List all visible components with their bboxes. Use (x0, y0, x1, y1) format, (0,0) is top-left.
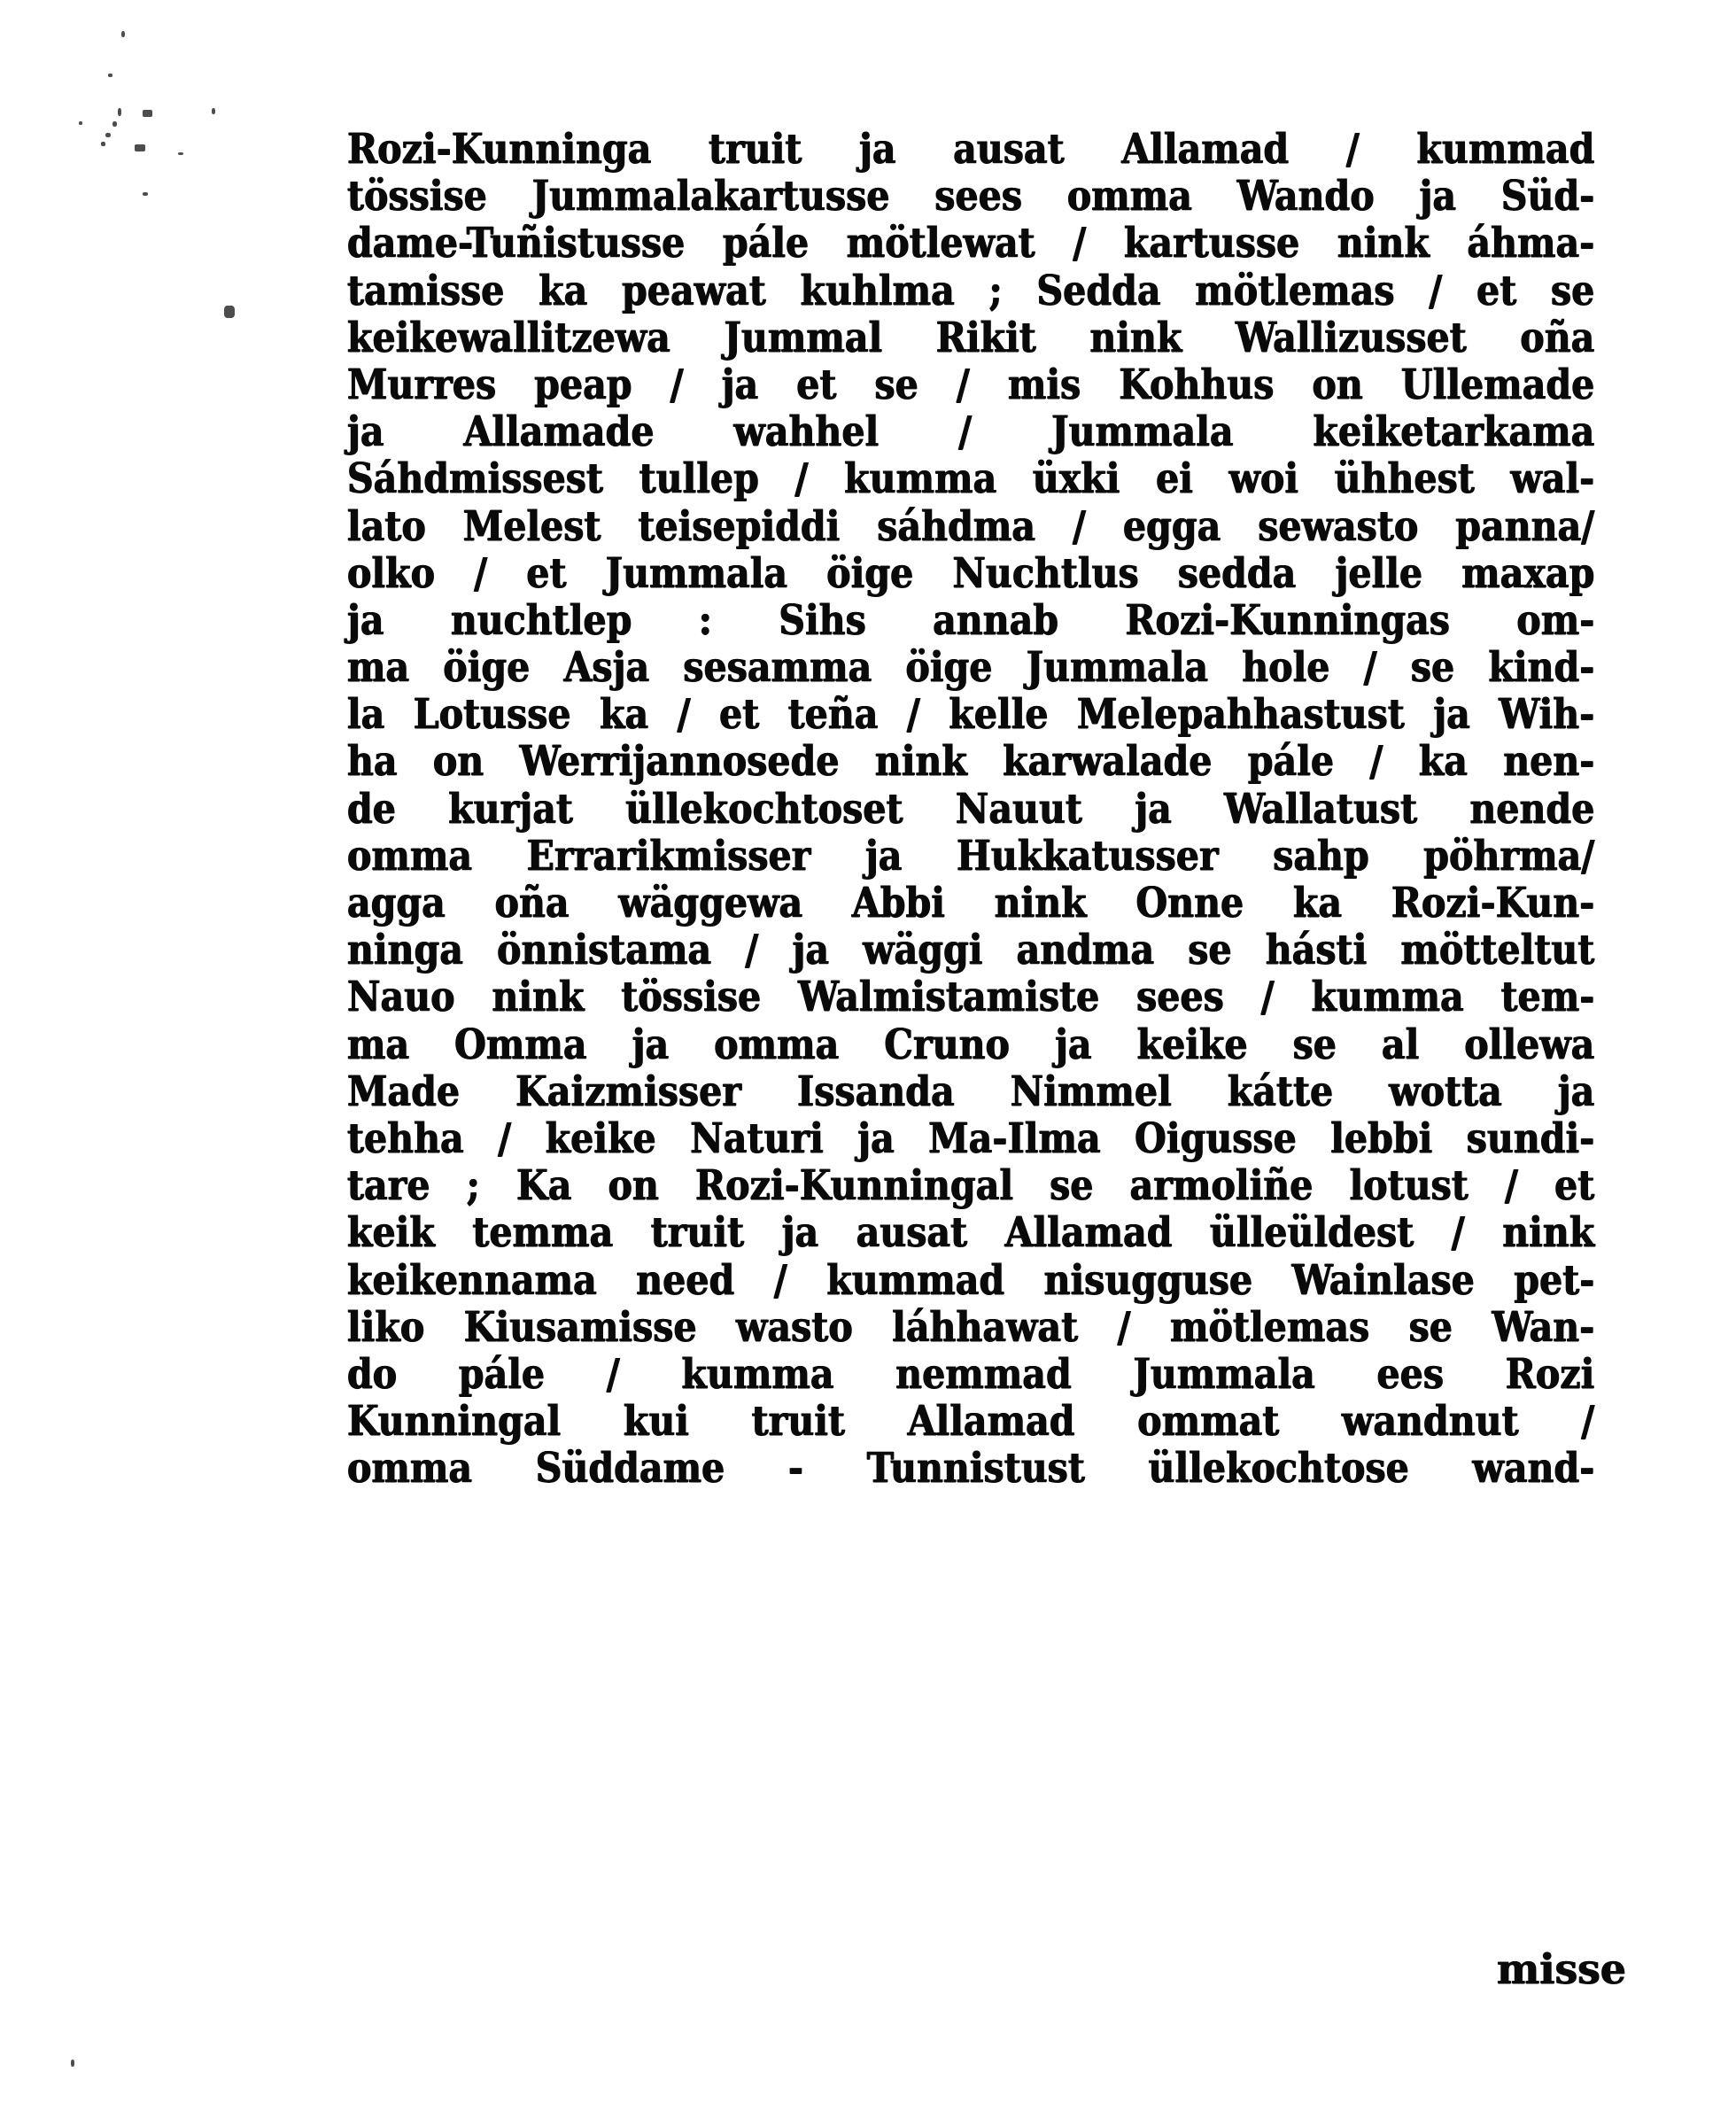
text-line (347, 1021, 1594, 1068)
word: Nimmel (1010, 1067, 1172, 1116)
word: keik (347, 1208, 435, 1258)
word: ma (347, 1020, 410, 1069)
word: se (1188, 926, 1232, 975)
word: keikennama (347, 1255, 597, 1305)
word: on (432, 737, 484, 787)
word: sees (1136, 973, 1224, 1022)
scan-speckle (79, 121, 82, 125)
word: / (1363, 643, 1377, 693)
scan-speckle (71, 2060, 74, 2067)
word: Lotusse (413, 690, 571, 740)
word: mötlemas (1170, 1302, 1370, 1352)
word: peap (534, 360, 632, 409)
word: Cruno (884, 1020, 1011, 1069)
word: Rozi-Kunningas (1125, 595, 1451, 645)
word: Naturi (690, 1113, 824, 1163)
word: sees (934, 172, 1023, 221)
word: Melepahhastust (1076, 690, 1405, 740)
word: tehha (347, 1113, 464, 1163)
word: Omma (454, 1020, 587, 1069)
word: Werrijannosede (519, 737, 840, 787)
text-line (347, 503, 1594, 550)
word: Ullemade (1400, 360, 1595, 409)
word: Wando (1236, 172, 1375, 221)
word: Allamad (907, 1397, 1075, 1447)
word: Nuchtlus (952, 548, 1139, 598)
word: tem- (1500, 973, 1595, 1022)
word: ja (721, 360, 759, 409)
word: wäggi (863, 926, 983, 975)
word: wal- (1510, 454, 1595, 504)
word: pále (1247, 737, 1335, 787)
word: sewasto (1258, 501, 1419, 551)
word: Errarikmisser (526, 831, 811, 881)
word: ja (347, 407, 384, 457)
word: nemmad (895, 1349, 1072, 1399)
word: et (1476, 266, 1517, 315)
word: se (1410, 643, 1455, 693)
word: nink (1337, 219, 1430, 268)
word: / (1429, 266, 1443, 315)
word: tare (347, 1161, 430, 1211)
word: oña (494, 879, 570, 927)
word: / (773, 1255, 787, 1305)
scan-speckle (178, 152, 183, 155)
word: egga (1122, 501, 1221, 551)
scan-speckle (108, 74, 112, 77)
word: ha (347, 737, 398, 787)
text-line (347, 738, 1594, 785)
word: kátte (1227, 1067, 1334, 1116)
word: mötlemas (1195, 266, 1395, 315)
word: sahp (1273, 831, 1369, 881)
word: / (1072, 501, 1087, 551)
word: do (347, 1349, 398, 1399)
word: ühhest (1334, 454, 1475, 504)
word: ja (864, 831, 903, 881)
word: ; (466, 1161, 480, 1211)
word: nuchtlep (450, 595, 632, 645)
word: la (347, 690, 385, 740)
word: Jummala (1051, 407, 1234, 457)
word: / (1260, 973, 1275, 1022)
word: ja (1055, 1020, 1092, 1069)
word: Kiusamisse (463, 1302, 697, 1352)
word: kuhlma (800, 266, 955, 315)
word: sáhdma (877, 501, 1036, 551)
word: / (670, 360, 684, 409)
word: Melest (462, 501, 601, 551)
word: ausat (856, 1208, 968, 1258)
word: / (677, 690, 691, 740)
word: Allamad (1121, 125, 1290, 174)
word: nink (492, 973, 585, 1022)
word: Jummala (1026, 643, 1209, 693)
word: ja (1135, 784, 1172, 834)
word: pále (458, 1349, 546, 1399)
word: / (1451, 1208, 1465, 1258)
word: keikewallitzewa (347, 313, 670, 362)
word: - (787, 1444, 804, 1494)
word: Kohhus (1119, 360, 1275, 409)
scan-speckle (105, 133, 111, 137)
word: al (1381, 1020, 1420, 1069)
text-line (347, 597, 1594, 644)
word: öige (905, 643, 993, 693)
word: nen- (1503, 737, 1595, 787)
word: lebbi (1330, 1113, 1433, 1163)
body-text (347, 126, 1594, 1492)
word: kumma (1311, 973, 1464, 1022)
word: / (1504, 1161, 1519, 1211)
word: ei (1156, 454, 1193, 504)
scan-speckle (118, 108, 121, 116)
text-line (347, 927, 1594, 974)
word: pet- (1514, 1255, 1595, 1305)
word: Jummala (1133, 1349, 1315, 1399)
word: ja (1419, 172, 1457, 221)
word: oña (1520, 313, 1595, 362)
text-line (347, 1351, 1594, 1398)
word: ka (1292, 879, 1343, 927)
word: Allamade (463, 407, 655, 457)
word: nink (994, 879, 1087, 927)
word: ka (600, 690, 649, 740)
word: nisugguse (1043, 1255, 1253, 1305)
word: Murres (347, 360, 497, 409)
text-line (347, 1115, 1594, 1162)
word: Jummalakartusse (531, 172, 890, 221)
word: / (1073, 219, 1087, 268)
word: Sihs (779, 595, 866, 645)
word: ja (347, 595, 384, 645)
word: annab (933, 595, 1059, 645)
catchword: misse (1496, 1945, 1626, 1994)
word: panna/ (1455, 501, 1595, 551)
word: se (1050, 1161, 1094, 1211)
word: Abbi (851, 879, 946, 927)
word: ja (1557, 1067, 1595, 1116)
text-line (347, 220, 1594, 267)
text-line (347, 974, 1594, 1020)
word: tössise (621, 973, 762, 1022)
word: om- (1516, 595, 1595, 645)
text-line (347, 644, 1594, 691)
word: kummad (826, 1255, 1005, 1305)
word: Rozi (1505, 1349, 1595, 1399)
word: kurjat (448, 784, 574, 834)
word: kartusse (1123, 219, 1300, 268)
word: se (1292, 1020, 1337, 1069)
word: mötteltut (1400, 926, 1595, 975)
scan-speckle (143, 110, 152, 117)
word: lotust (1349, 1161, 1469, 1211)
word: sundi- (1466, 1113, 1595, 1163)
word: Rozi-Kunningal (695, 1161, 1014, 1211)
word: Sáhdmissest (347, 454, 604, 504)
word: ja (632, 1020, 670, 1069)
word: mis (1007, 360, 1081, 409)
text-line (347, 314, 1594, 361)
word: temma (472, 1208, 614, 1258)
word: ollewa (1464, 1020, 1595, 1069)
word: áhma- (1467, 219, 1595, 268)
word: peawat (622, 266, 766, 315)
word: truit (751, 1397, 846, 1447)
word: woi (1228, 454, 1299, 504)
text-line (347, 1257, 1594, 1304)
text-line (347, 880, 1594, 927)
word: omma (1066, 172, 1192, 221)
word: üxki (1032, 454, 1120, 504)
word: wand- (1472, 1444, 1595, 1494)
text-line (347, 173, 1594, 220)
word: sesamma (683, 643, 872, 693)
word: on (1312, 360, 1363, 409)
word: lato (347, 501, 426, 551)
scan-speckle (121, 31, 125, 37)
word: andma (1016, 926, 1155, 975)
word: Wan- (1492, 1302, 1595, 1352)
word: need (636, 1255, 735, 1305)
word: ja (857, 1113, 895, 1163)
word: ka (1418, 737, 1468, 787)
word: Hukkatusser (957, 831, 1219, 881)
word: teña (787, 690, 879, 740)
word: ja (781, 1208, 819, 1258)
word: Süddame (535, 1444, 725, 1494)
word: Sedda (1036, 266, 1161, 315)
word: nende (1469, 784, 1595, 834)
word: omma (347, 1444, 473, 1494)
word: et (526, 548, 567, 598)
word: Wih- (1499, 690, 1595, 740)
text-line (347, 1304, 1594, 1351)
text-line (347, 691, 1594, 738)
scan-speckle (112, 121, 117, 127)
word: on (608, 1161, 659, 1211)
word: Asja (563, 643, 650, 693)
word: ja (1433, 690, 1470, 740)
word: et (719, 690, 760, 740)
word: maxap (1461, 548, 1595, 598)
word: wandnut (1342, 1397, 1519, 1447)
word: kummad (1416, 125, 1595, 174)
word: kui (623, 1397, 690, 1447)
text-line (347, 786, 1594, 833)
text-line (347, 1068, 1594, 1115)
word: se (874, 360, 918, 409)
word: Kunningal (347, 1397, 562, 1447)
text-line (347, 408, 1594, 455)
word: hásti (1265, 926, 1368, 975)
word: jelle (1335, 548, 1423, 598)
word: ma (347, 643, 410, 693)
word: keiketarkama (1313, 407, 1595, 457)
word: / (745, 926, 759, 975)
text-line (347, 1209, 1594, 1256)
word: nink (1089, 313, 1182, 362)
word: Onne (1135, 879, 1244, 927)
word: Ka (516, 1161, 572, 1211)
word: Wallatust (1224, 784, 1418, 834)
word: ka (539, 266, 588, 315)
word: kind- (1488, 643, 1595, 693)
word: Jummal (724, 313, 883, 362)
word: láhhawat (892, 1302, 1079, 1352)
word: armoliñe (1129, 1161, 1314, 1211)
text-line (347, 833, 1594, 880)
word: / (958, 407, 973, 457)
word: wasto (736, 1302, 853, 1352)
word: / (474, 548, 488, 598)
word: olko (347, 548, 436, 598)
word: Ma-Ilma (928, 1113, 1101, 1163)
word: ülleüldest (1210, 1208, 1414, 1258)
word: öige (826, 548, 914, 598)
word: ommat (1137, 1397, 1280, 1447)
text-line (347, 455, 1594, 502)
word: tössise (347, 172, 487, 221)
word: dame-Tuñistusse (347, 219, 686, 268)
word: önnistama (497, 926, 712, 975)
word: Tunnistust (866, 1444, 1085, 1494)
word: Rikit (935, 313, 1036, 362)
word: / (1117, 1302, 1131, 1352)
word: mötlewat (846, 219, 1035, 268)
word: / (1369, 737, 1383, 787)
word: Allamad (1004, 1208, 1173, 1258)
word: kumma (681, 1349, 834, 1399)
word: hole (1242, 643, 1330, 693)
word: / (498, 1113, 512, 1163)
word: Jummala (605, 548, 788, 598)
word: kumma (844, 454, 997, 504)
word: / (1345, 125, 1360, 174)
word: wahhel (733, 407, 880, 457)
scan-speckle (224, 306, 235, 318)
word: sedda (1177, 548, 1297, 598)
text-line (347, 126, 1594, 173)
text-line (347, 361, 1594, 408)
word: Wallizusset (1235, 313, 1467, 362)
text-line (347, 1445, 1594, 1492)
text-line (347, 1162, 1594, 1209)
word: Issanda (797, 1067, 955, 1116)
word: de (347, 784, 396, 834)
word: pále (722, 219, 810, 268)
text-line (347, 550, 1594, 597)
word: / (606, 1349, 620, 1399)
text-line (347, 1398, 1594, 1445)
word: Rozi-Kun- (1391, 879, 1595, 927)
word: wäggewa (618, 879, 803, 927)
word: / (794, 454, 809, 504)
word: : (698, 595, 713, 645)
word: Rozi-Kunninga (347, 125, 652, 174)
word: Nauut (955, 784, 1083, 834)
word: ja (792, 926, 830, 975)
word: teisepiddi (638, 501, 841, 551)
word: pöhrma/ (1423, 831, 1595, 881)
word: Oigusse (1135, 1113, 1297, 1163)
word: / (1581, 1397, 1595, 1447)
word: kelle (949, 690, 1049, 740)
word: Made (347, 1067, 461, 1116)
word: et (1554, 1161, 1595, 1211)
word: tullep (639, 454, 759, 504)
word: / (956, 360, 970, 409)
word: öige (443, 643, 531, 693)
word: ; (988, 266, 1003, 315)
word: omma (714, 1020, 840, 1069)
word: Kaizmisser (515, 1067, 742, 1116)
scan-speckle (143, 192, 148, 196)
word: üllekochtose (1148, 1444, 1409, 1494)
scan-speckle (135, 144, 145, 151)
word: Walmistamiste (798, 973, 1100, 1022)
word: keike (1136, 1020, 1248, 1069)
text-line (347, 268, 1594, 314)
word: se (1551, 266, 1595, 315)
word: nink (874, 737, 967, 787)
word: liko (347, 1302, 425, 1352)
word: se (1408, 1302, 1453, 1352)
scan-speckle (101, 142, 105, 146)
word: wotta (1389, 1067, 1502, 1116)
word: nink (1502, 1208, 1595, 1258)
word: üllekochtoset (625, 784, 903, 834)
word: / (906, 690, 920, 740)
word: keike (545, 1113, 656, 1163)
word: agga (347, 879, 446, 927)
word: ja (859, 125, 896, 174)
word: karwalade (1003, 737, 1213, 787)
word: et (796, 360, 837, 409)
word: truit (709, 125, 802, 174)
word: omma (347, 831, 473, 881)
word: Süd- (1500, 172, 1595, 221)
word: Wainlase (1291, 1255, 1475, 1305)
word: tamisse (347, 266, 505, 315)
word: ees (1376, 1349, 1445, 1399)
word: ausat (953, 125, 1065, 174)
word: truit (650, 1208, 745, 1258)
word: ninga (347, 926, 463, 975)
scan-speckle (212, 108, 215, 114)
word: Nauo (347, 973, 455, 1022)
